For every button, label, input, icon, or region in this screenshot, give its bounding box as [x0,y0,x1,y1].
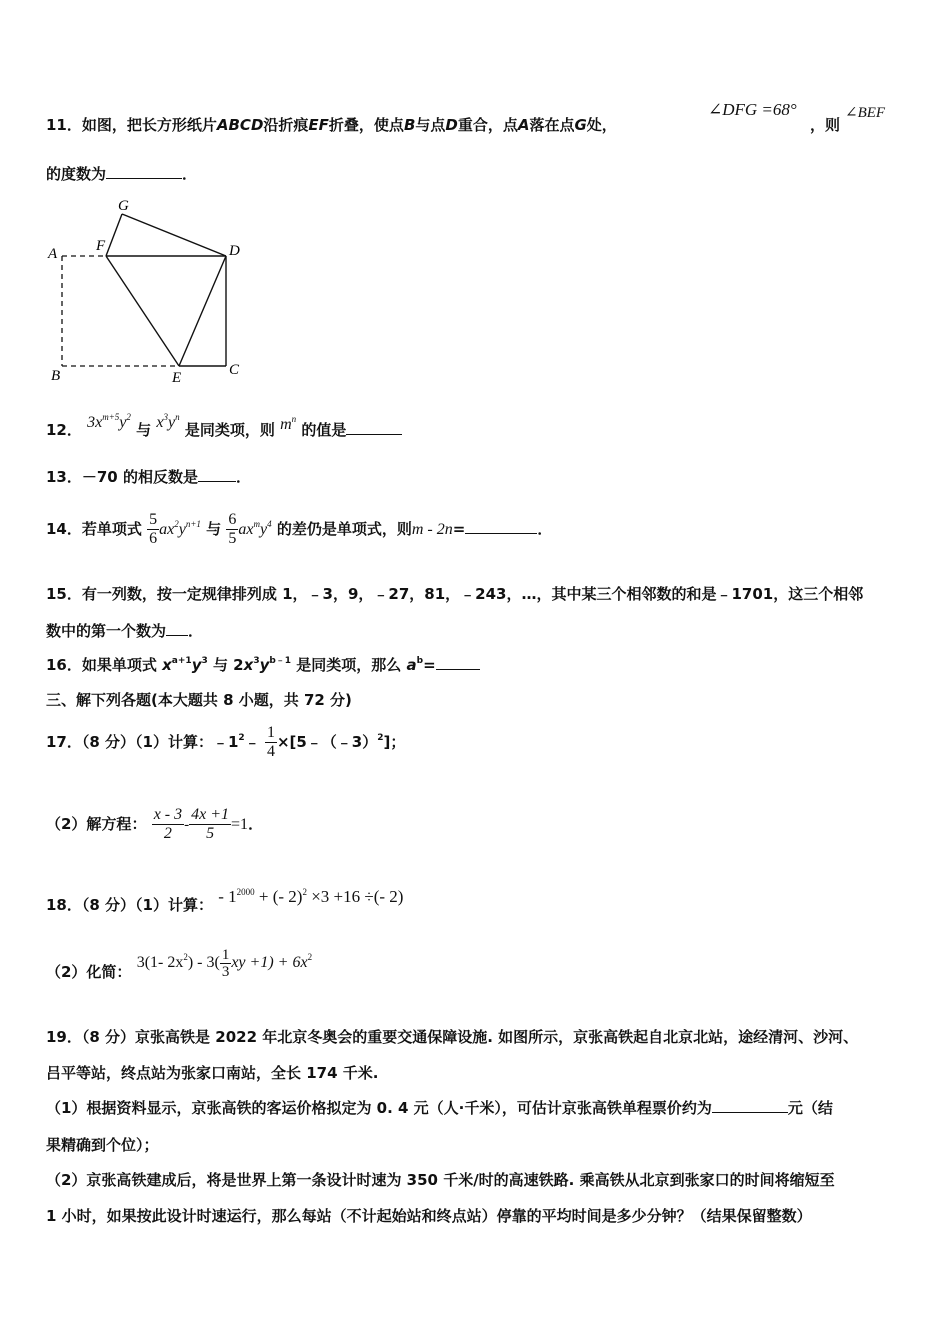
q12-expr3 [280,416,296,433]
expr-part: - 1 [218,887,237,906]
q17-text: ﹣1 [212,733,239,751]
answer-blank[interactable] [465,519,537,534]
frac-num: 5 [149,511,158,528]
q12 [46,412,402,441]
minus: - [184,817,190,833]
answer-blank[interactable] [166,621,188,636]
sup: 2 [183,952,188,962]
q18-simplify [136,946,313,980]
q12-sup: m+5 [102,412,120,422]
frac-num: 4x +1 [191,806,230,823]
q17-text: ]； [383,733,406,751]
q11-line1 [46,115,617,135]
q17-end: ． [248,815,264,833]
label-b: B [51,368,61,384]
mono-y: y [178,521,186,538]
mono-y: y [260,521,268,538]
q11-text: 如图，把长方形纸片 [81,116,217,134]
edge-fg [106,214,122,256]
q12-y: y [168,414,176,431]
q13-end: ． [235,468,251,486]
sup: 3 [201,656,208,666]
fold-ef [106,256,179,366]
label-g: G [118,198,129,214]
frac-num: 1 [266,724,275,741]
q12-coef: 3x [87,414,103,431]
q13 [46,467,251,487]
q16-text: 如果单项式 [81,656,163,674]
frac-den: 5 [228,530,237,547]
q14-eq: = [452,520,466,538]
mono-ax: ax [238,521,254,538]
q18-frac [220,947,232,980]
q17-text: ×[5﹣（﹣3） [276,733,378,751]
q15-line2 [46,621,203,641]
q11-text: 的度数为 [46,165,107,183]
label-d: D [229,243,240,259]
q16-eq: = [423,656,436,674]
label-f: F [96,238,106,254]
sup: a+1 [171,656,192,666]
label-e: E [172,370,182,386]
q16 [46,655,480,675]
q17-part2-label: （2）解方程： [46,815,147,833]
sup: 2 [302,887,307,897]
answer-blank[interactable] [198,467,236,482]
q11-text: 与点 [415,116,446,134]
q11-text: 落在点 [529,116,575,134]
q12-m: m [280,416,292,433]
q14-frac2 [226,511,238,548]
frac-den: 4 [266,743,275,760]
sup: 2 [174,519,179,529]
q14-text: 的差仍是单项式，则 [276,520,412,538]
q18-part2 [46,948,312,996]
q19-line5: （2）京张高铁建成后，将是世界上第一条设计时速为 350 千米/时的高速铁路. 乘高铁从北京到张家口的时间将缩短至 [46,1171,835,1189]
answer-blank[interactable] [436,655,480,670]
frac-num: 6 [228,511,237,528]
q12-text: 的值是 [301,421,347,439]
q19-line4: 果精确到个位）； [46,1136,159,1154]
q15-line1: 15．有一列数，按一定规律排列成 1，﹣3，9，﹣27，81，﹣243，…，其中某三个相邻数的和是﹣1701，这三个相邻 [46,585,864,603]
q12-expr2 [156,414,179,431]
q17-part2 [46,800,263,848]
q17-frac [265,724,277,761]
sup: 2 [377,733,384,743]
q14-expr: m - 2n [411,521,453,538]
q14-frac1 [147,511,159,548]
sup: 4 [267,519,272,529]
sup: 2 [238,733,245,743]
mono-ax: ax [159,521,175,538]
answer-blank[interactable] [346,420,402,435]
sup: 3 [253,656,260,666]
frac-den: 3 [221,963,230,980]
q17-part1 [46,718,405,766]
q11-number: 11． [46,116,82,134]
sup: b [416,656,424,666]
sup: 2 [307,952,313,962]
q11-angle-asked: ∠BEF [845,105,886,121]
q12-text: 与 [136,421,152,439]
sup: m [253,519,261,529]
q11-text: 重合，点 [457,116,518,134]
q14-mono2 [238,521,271,538]
expr-part: 3(1- 2x [136,954,184,971]
q14-mono1 [159,521,201,538]
sup: 2000 [236,887,255,897]
q11-then: ，则 [810,116,841,134]
q13-text: －70 的相反数是 [81,468,198,486]
q16-y: y [191,656,202,674]
q18-part1 [46,887,404,915]
q18-part2-label: （2）化简： [46,963,132,981]
q18-number: 18．（8 分）（1）计算： [46,896,213,914]
q14 [46,507,552,551]
q19-line1: 19．（8 分）京张高铁是 2022 年北京冬奥会的重要交通保障设施. 如图所示，京张高铁起自北京北站，途经清河、沙河、 [46,1028,859,1046]
q16-number: 16． [46,656,82,674]
q14-end: ． [537,520,553,538]
q12-text: 是同类项，则 [184,421,275,439]
sup: n+1 [185,519,201,529]
frac-den: 5 [189,824,231,843]
q11-text: 处， [586,116,617,134]
frac-num: 1 [221,946,230,963]
q11-ef: EF [308,116,329,134]
q16-a: a [406,656,417,674]
section-3-title: 三、解下列各题(本大题共 8 小题，共 72 分) [46,691,352,709]
q11-point-a: A [517,116,530,134]
q16-x: x [243,656,254,674]
q11-text: 沿折痕 [263,116,309,134]
expr-part: + (- 2) [254,887,303,906]
q19-line3 [46,1098,833,1118]
q15-end: ． [188,622,204,640]
edge-ed [179,256,226,366]
label-c: C [229,362,240,378]
q16-x: x [162,656,172,674]
q14-number: 14． [46,520,82,538]
q11-angle-given: ∠DFG =68° [708,100,797,119]
q19-text: 元（结 [787,1099,833,1117]
q11-end: ． [182,165,198,183]
q11-line2 [46,164,197,184]
q12-sup: 3 [163,412,168,422]
q14-text: 与 [206,520,222,538]
q17-frac2 [189,806,231,843]
q12-y: y [119,414,127,431]
q17-text: ﹣ [244,733,260,751]
q19-line6: 1 小时，如果按此设计时速运行，那么每站（不计起始站和终点站）停靠的平均时间是多少分钟？（结果保留整数） [46,1207,812,1225]
q19-text: （1）根据资料显示，京张高铁的客运价格拟定为 0. 4 元（人·千米），可估计京张高铁单程票价约为 [46,1099,712,1117]
q14-text: 若单项式 [81,520,142,538]
q11-point-g: G [574,116,587,134]
q12-sup: n [175,412,180,422]
q17-number: 17．（8 分）（1）计算： [46,733,213,751]
answer-blank[interactable] [712,1098,788,1113]
q16-y: y [259,656,270,674]
label-a: A [48,246,58,262]
q12-x: x [156,414,164,431]
q16-text: 与 2 [207,656,244,674]
q12-sup: 2 [126,412,131,422]
frac-den: 2 [152,824,184,843]
edge-gd [122,214,226,256]
frac-den: 6 [149,530,158,547]
q16-text: 是同类项，那么 [291,656,407,674]
expr-part: xy +1) + 6x [231,954,308,971]
q18-expr [218,887,403,906]
q17-frac1 [152,806,184,843]
q11-figure [46,196,256,395]
q12-number: 12． [46,421,82,439]
q11-text: 折叠，使点 [328,116,404,134]
q12-expr1 [87,414,131,431]
q11-point-d: D [445,116,458,134]
fold-diagram [46,196,256,391]
q12-sup: n [291,414,297,424]
q17-rhs: =1 [231,816,249,833]
q19-line2: 吕平等站，终点站为张家口南站，全长 174 千米. [46,1064,379,1082]
q15-text: 数中的第一个数为 [46,622,167,640]
q11-abcd: ABCD [216,116,264,134]
q11-point-b: B [403,116,416,134]
q13-number: 13． [46,468,82,486]
sup: b﹣1 [269,656,292,666]
expr-part: ) - 3( [187,954,220,971]
answer-blank[interactable] [106,164,182,179]
frac-num: x - 3 [153,806,183,823]
expr-part: ×3 +16 ÷(- 2) [306,887,404,906]
